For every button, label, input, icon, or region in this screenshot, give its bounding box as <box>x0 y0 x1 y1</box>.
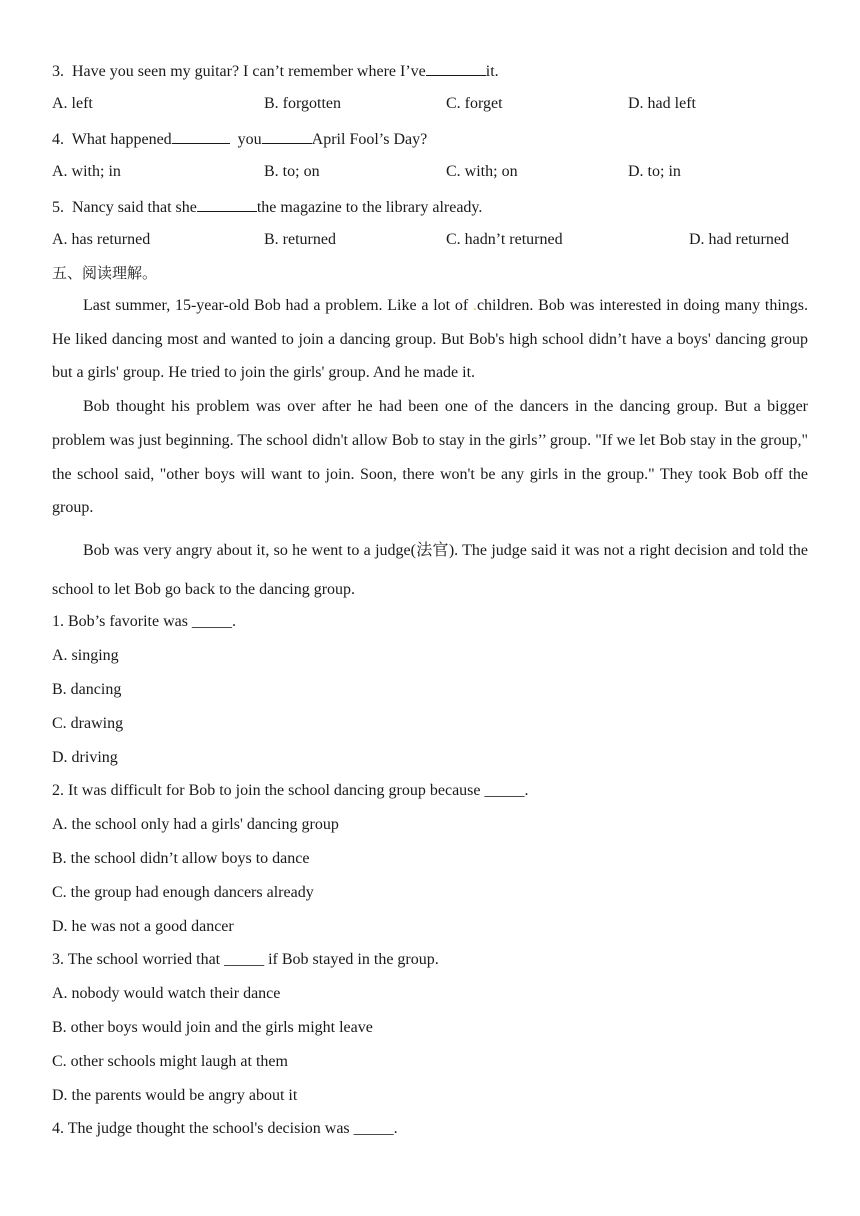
option-b[interactable]: B. dancing <box>52 681 122 698</box>
option-b[interactable]: B. to; on <box>264 163 320 180</box>
answer-blank[interactable] <box>426 60 486 76</box>
option-a[interactable]: A. the school only had a girls' dancing group <box>52 816 339 833</box>
option-d[interactable]: D. had left <box>628 95 696 112</box>
option-d[interactable]: D. he was not a good dancer <box>52 918 234 935</box>
option-a[interactable]: A. singing <box>52 647 119 664</box>
reading-question-2: 2. It was difficult for Bob to join the school dancing group because _____. <box>52 782 529 799</box>
option-a[interactable]: A. nobody would watch their dance <box>52 985 281 1002</box>
question-number: 5. <box>52 199 64 216</box>
option-c[interactable]: C. forget <box>446 95 503 112</box>
option-a[interactable]: A. with; in <box>52 163 121 180</box>
answer-blank[interactable] <box>197 196 257 212</box>
option-b[interactable]: B. returned <box>264 231 336 248</box>
question-text-end: it. <box>485 63 499 80</box>
question-text-end: the magazine to the library already. <box>256 199 483 216</box>
option-c[interactable]: C. drawing <box>52 715 124 732</box>
option-c[interactable]: C. hadn’t returned <box>446 231 563 248</box>
option-b[interactable]: B. other boys would join and the girls might leave <box>52 1019 373 1036</box>
question-text-end: April Fool’s Day? <box>311 131 428 148</box>
reading-passage-end <box>52 531 808 609</box>
question-4 <box>52 128 427 150</box>
passage-paragraph-1: Last summer, 15-year-old Bob had a problem. Like a lot of .children. Bob was interested in doing many things. He liked dancing most and wanted to join a dancing group. But Bob's high school didn’t have a boys' dancing group but a girls' group. He tried to join the girls' group. And he made it. <box>52 297 808 382</box>
question-5 <box>52 196 482 218</box>
option-b[interactable]: B. the school didn’t allow boys to dance <box>52 850 310 867</box>
question-number: 4. <box>52 131 64 148</box>
reading-question-4: 4. The judge thought the school's decision was _____. <box>52 1120 398 1137</box>
question-text: Have you seen my guitar? I can’t remember where I’ve <box>72 63 426 80</box>
question-text: What happened <box>71 131 172 148</box>
passage-paragraph-3: Bob was very angry about it, so he went to a judge(法官). The judge said it was not a right decision and told the school to let Bob go back to the dancing group. <box>52 542 808 598</box>
option-c[interactable]: C. with; on <box>446 163 518 180</box>
reading-question-1: 1. Bob’s favorite was _____. <box>52 613 236 630</box>
option-d[interactable]: D. had returned <box>689 231 789 248</box>
question-text: Nancy said that she <box>72 199 197 216</box>
option-c[interactable]: C. the group had enough dancers already <box>52 884 314 901</box>
section-heading: 五、阅读理解。 <box>52 264 158 282</box>
stray-mark: . <box>472 297 477 314</box>
answer-blank-1[interactable] <box>172 128 230 144</box>
option-d[interactable]: D. to; in <box>628 163 681 180</box>
option-c[interactable]: C. other schools might laugh at them <box>52 1053 288 1070</box>
passage-paragraph-2: Bob thought his problem was over after he had been one of the dancers in the dancing group. But a bigger problem was just beginning. The school didn't allow Bob to stay in the girls’’ group. "If we let Bob stay in the group," the school said, "other boys will want to join. Soon, there won't be any girls in the group." They took Bob off the group. <box>52 398 808 517</box>
question-number: 3. <box>52 63 64 80</box>
question-3 <box>52 60 499 82</box>
reading-question-3: 3. The school worried that _____ if Bob stayed in the group. <box>52 951 439 968</box>
question-text-mid: you <box>237 131 262 148</box>
option-a[interactable]: A. left <box>52 95 93 112</box>
option-d[interactable]: D. driving <box>52 749 118 766</box>
answer-blank-2[interactable] <box>262 128 312 144</box>
reading-passage <box>52 289 808 525</box>
option-b[interactable]: B. forgotten <box>264 95 342 112</box>
option-a[interactable]: A. has returned <box>52 231 151 248</box>
option-d[interactable]: D. the parents would be angry about it <box>52 1087 298 1104</box>
